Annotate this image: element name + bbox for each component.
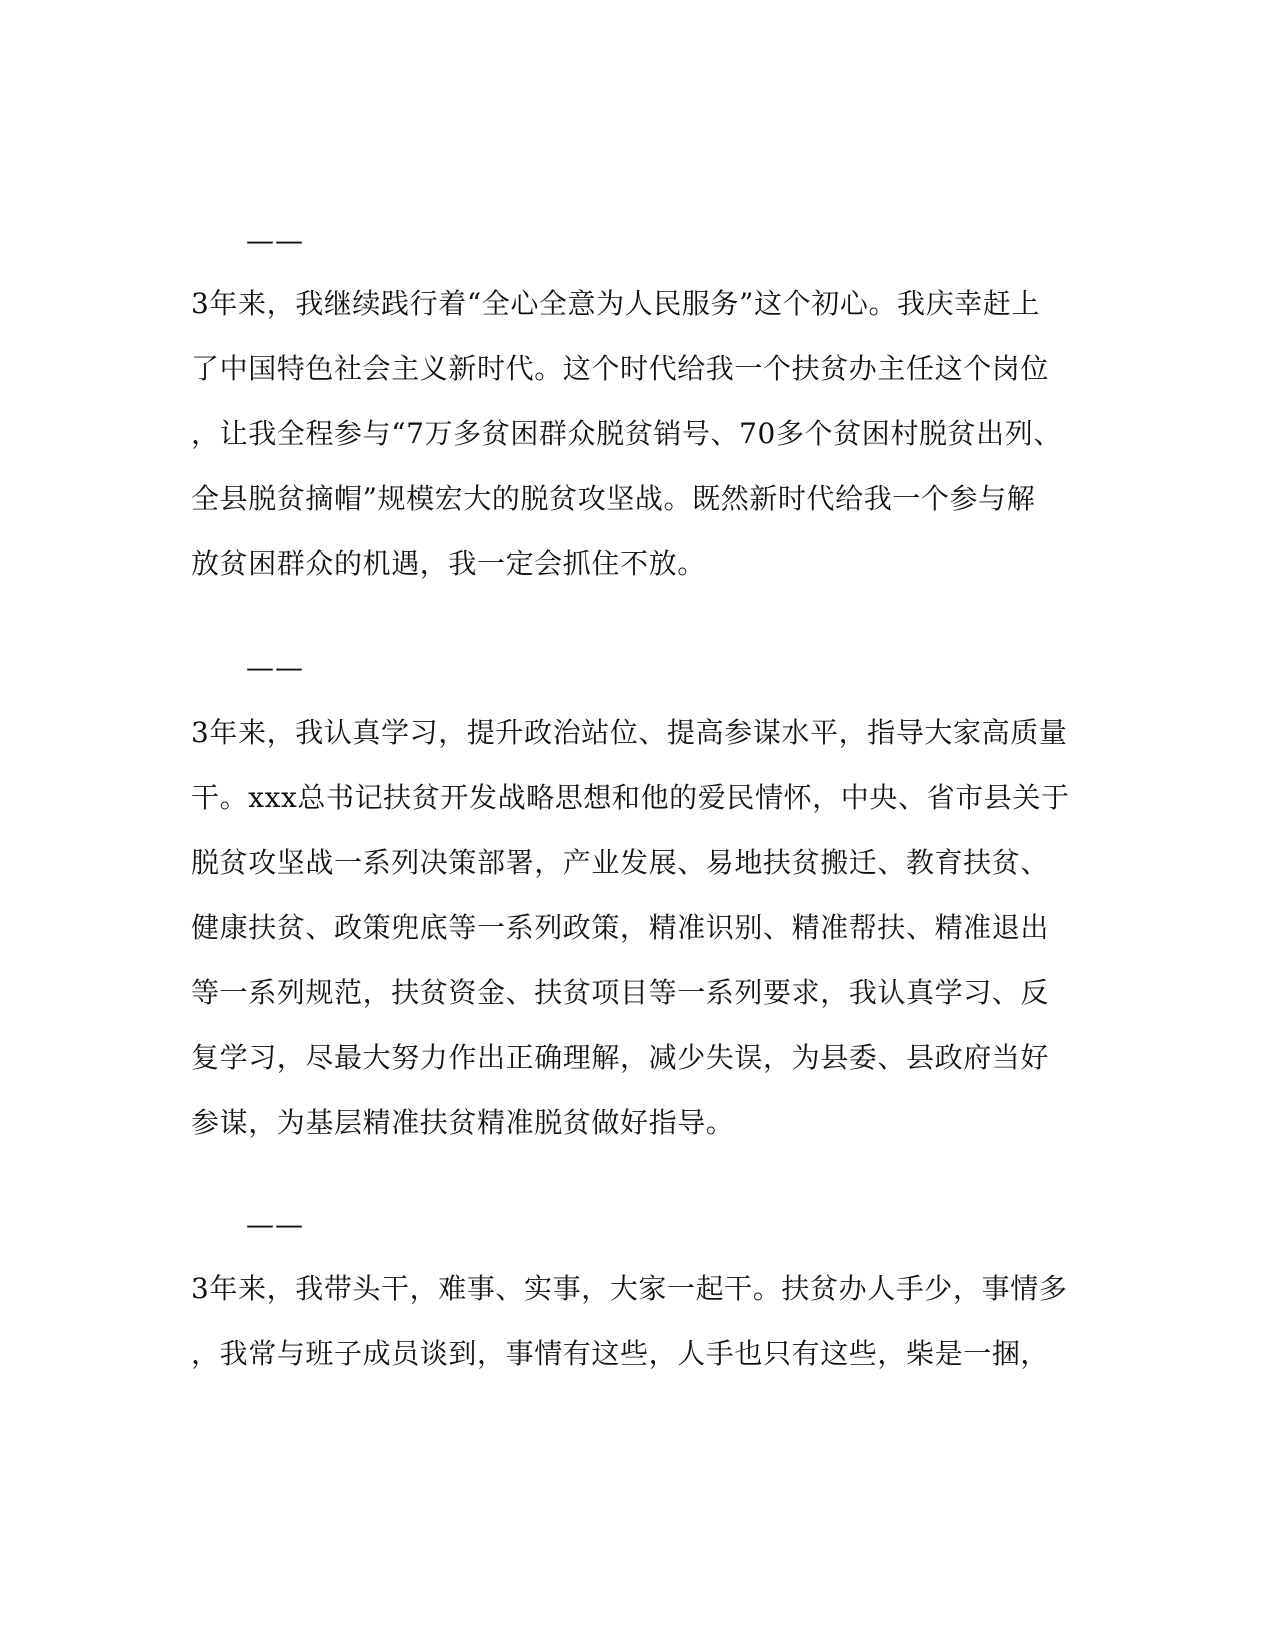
paragraph-line: 3年来，我带头干，难事、实事，大家一起干。扶贫办人手少，事情多 bbox=[191, 1272, 1068, 1305]
section-1-paragraph bbox=[191, 271, 1091, 596]
section-2-paragraph bbox=[191, 700, 1091, 1155]
paragraph-line: 等一系列规范，扶贫资金、扶贫项目等一系列要求，我认真学习、反 bbox=[191, 976, 1050, 1009]
paragraph-line: 3年来，我认真学习，提升政治站位、提高参谋水平，指导大家高质量 bbox=[191, 716, 1068, 749]
paragraph-line: 3年来，我继续践行着“全心全意为人民服务”这个初心。我庆幸赶上 bbox=[191, 287, 1041, 320]
section-2-dash: —— bbox=[246, 651, 304, 684]
paragraph-line: 脱贫攻坚战一系列决策部署，产业发展、易地扶贫搬迁、教育扶贫、 bbox=[191, 846, 1050, 879]
paragraph-line: 参谋，为基层精准扶贫精准脱贫做好指导。 bbox=[191, 1106, 735, 1139]
paragraph-line: 复学习，尽最大努力作出正确理解，减少失误，为县委、县政府当好 bbox=[191, 1041, 1050, 1074]
paragraph-line: 放贫困群众的机遇，我一定会抓住不放。 bbox=[191, 547, 706, 580]
section-1-dash: —— bbox=[246, 224, 304, 257]
paragraph-line: 健康扶贫、政策兜底等一系列政策，精准识别、精准帮扶、精准退出 bbox=[191, 911, 1050, 944]
section-3-dash: —— bbox=[246, 1208, 304, 1241]
paragraph-line: ，让我全程参与“7万多贫困群众脱贫销号、70多个贫困村脱贫出列、 bbox=[191, 417, 1062, 450]
paragraph-line: ，我常与班子成员谈到，事情有这些，人手也只有这些，柴是一捆， bbox=[191, 1337, 1050, 1370]
section-3-paragraph bbox=[191, 1256, 1091, 1386]
paragraph-line: 干。xxx总书记扶贫开发战略思想和他的爱民情怀，中央、省市县关于 bbox=[191, 781, 1070, 814]
paragraph-line: 了中国特色社会主义新时代。这个时代给我一个扶贫办主任这个岗位 bbox=[191, 352, 1050, 385]
paragraph-line: 全县脱贫摘帽”规模宏大的脱贫攻坚战。既然新时代给我一个参与解 bbox=[191, 482, 1036, 515]
